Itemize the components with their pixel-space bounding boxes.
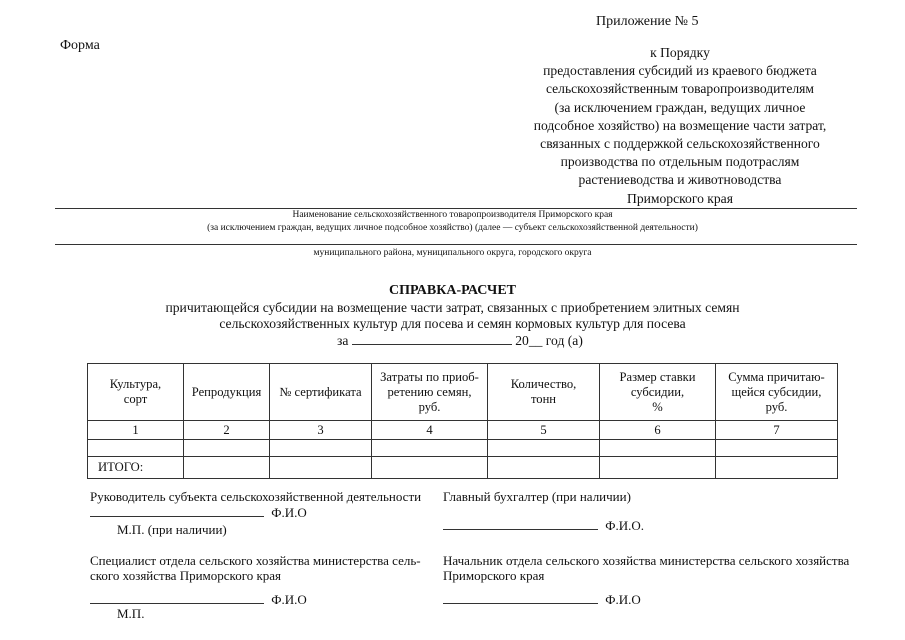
head-title: Руководитель субъекта сельскохозяйственной деятельности (90, 489, 422, 504)
accountant-signature (443, 517, 644, 534)
producer-caption-note: (за исключением граждан, ведущих личное подсобное хозяйство) (далее — субъект сельскохозяйственной деятельности) (207, 223, 698, 233)
table-row (88, 440, 838, 457)
municipality-caption: муниципального района, муниципального округа, городского округа (313, 248, 592, 258)
header-costs (372, 364, 488, 421)
total-row (88, 457, 838, 479)
column-number: 2 (184, 421, 270, 440)
appendix-reference (440, 44, 905, 208)
table-cell[interactable] (372, 457, 488, 479)
specialist-stamp: М.П. (117, 606, 145, 621)
column-number: 5 (488, 421, 600, 440)
header-text: субсидии, (630, 384, 685, 399)
appendix-line: предоставления субсидий из краевого бюджета (543, 63, 817, 79)
subsidy-table (87, 363, 838, 479)
period-prefix: за (337, 333, 349, 348)
period-blank[interactable] (352, 332, 512, 345)
column-number: 3 (270, 421, 372, 440)
specialist-signature-line[interactable] (90, 591, 264, 604)
table-cell[interactable] (184, 440, 270, 457)
appendix-line: (за исключением граждан, ведущих личное (554, 99, 806, 115)
producer-caption: Наименование сельскохозяйственного товаропроизводителя Приморского края (292, 210, 613, 220)
column-number: 4 (372, 421, 488, 440)
table-cell[interactable] (600, 457, 716, 479)
accountant-title: Главный бухгалтер (при наличии) (443, 489, 631, 504)
municipality-line[interactable] (55, 244, 857, 245)
chief-title-2: Приморского края (443, 568, 545, 583)
header-text: тонн (530, 392, 557, 406)
appendix-line: производства по отдельным подотраслям (560, 154, 800, 170)
table-cell[interactable] (372, 440, 488, 457)
head-fio: Ф.И.О (271, 505, 307, 520)
head-signature-line[interactable] (90, 504, 264, 517)
header-text: Культура, (109, 377, 162, 391)
period-line (337, 332, 583, 349)
head-signature (90, 504, 307, 521)
specialist-title: Специалист отдела сельского хозяйства министерства сель- (90, 553, 421, 568)
appendix-line: к Порядку (650, 45, 710, 60)
header-text: Сумма причитаю- (728, 369, 825, 384)
appendix-line: связанных с поддержкой сельскохозяйственного (540, 136, 820, 152)
chief-title: Начальник отдела сельского хозяйства министерства сельского хозяйства (443, 553, 850, 568)
column-number-row (88, 421, 838, 440)
total-label: ИТОГО: (88, 457, 184, 479)
header-text: № сертификата (279, 384, 362, 399)
appendix-line: растениеводства и животноводства (578, 172, 782, 188)
appendix-number: Приложение № 5 (596, 14, 699, 29)
specialist-title-2: ского хозяйства Приморского края (90, 568, 282, 583)
header-text: Количество, (510, 377, 577, 391)
form-label: Форма (60, 38, 100, 53)
chief-signature (443, 591, 641, 608)
header-text: руб. (765, 399, 788, 414)
appendix-line: сельскохозяйственным товаропроизводителям (545, 81, 815, 97)
table-cell[interactable] (716, 440, 838, 457)
table-cell[interactable] (488, 457, 600, 479)
header-rate (600, 364, 716, 421)
appendix-line: подсобное хозяйство) на возмещение части затрат, (533, 117, 827, 133)
document-title: СПРАВКА-РАСЧЕТ (388, 283, 517, 298)
head-stamp: М.П. (при наличии) (117, 522, 227, 537)
column-number: 1 (88, 421, 184, 440)
document-subtitle-2: сельскохозяйственных культур для посева и семян кормовых культур для посева (219, 316, 686, 331)
table-cell[interactable] (270, 440, 372, 457)
specialist-fio: Ф.И.О (271, 592, 307, 607)
header-crop (88, 364, 184, 421)
table-cell[interactable] (488, 440, 600, 457)
table-cell[interactable] (600, 440, 716, 457)
header-quantity (488, 364, 600, 421)
column-number: 7 (716, 421, 838, 440)
header-text: руб. (418, 399, 441, 414)
header-text: Репродукция (191, 384, 262, 399)
table-header-row (88, 364, 838, 421)
header-amount (716, 364, 838, 421)
table-cell[interactable] (184, 457, 270, 479)
document-subtitle: причитающейся субсидии на возмещение части затрат, связанных с приобретением элитных семян (165, 300, 740, 315)
header-text: % (652, 399, 663, 414)
producer-name-line[interactable] (55, 208, 857, 209)
column-number: 6 (600, 421, 716, 440)
header-text: ретению семян, (387, 384, 472, 399)
header-text: сорт (123, 392, 148, 406)
table-cell[interactable] (88, 440, 184, 457)
header-text: щейся субсидии, (731, 384, 822, 399)
header-text: Затраты по приоб- (380, 369, 479, 384)
header-certificate (270, 364, 372, 421)
accountant-fio: Ф.И.О. (605, 518, 645, 533)
table-cell[interactable] (270, 457, 372, 479)
appendix-line: Приморского края (627, 190, 733, 206)
period-suffix: 20__ год (а) (515, 333, 583, 348)
chief-fio: Ф.И.О (605, 592, 641, 607)
accountant-signature-line[interactable] (443, 517, 598, 530)
header-reproduction (184, 364, 270, 421)
header-text: Размер ставки (619, 369, 696, 384)
table-cell[interactable] (716, 457, 838, 479)
chief-signature-line[interactable] (443, 591, 598, 604)
